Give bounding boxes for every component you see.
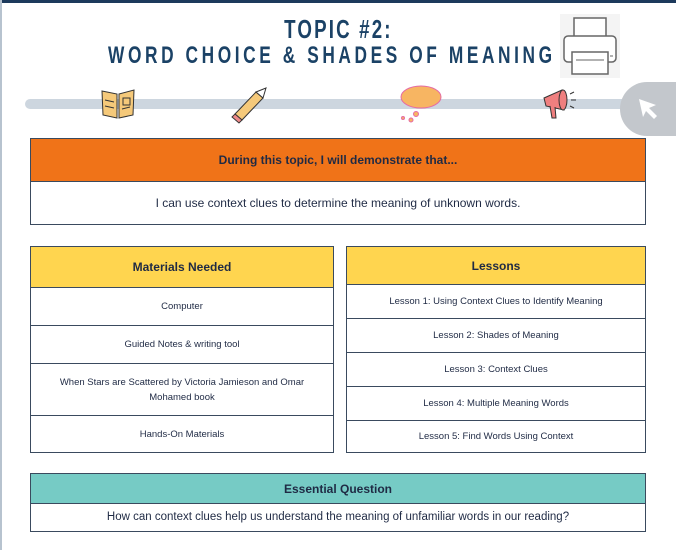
materials-item: Computer: [31, 287, 333, 325]
lesson-item: Lesson 2: Shades of Meaning: [347, 318, 645, 352]
cursor-tool-button[interactable]: [620, 82, 676, 136]
lesson-item: Lesson 1: Using Context Clues to Identify Meaning: [347, 284, 645, 318]
materials-item: Hands-On Materials: [31, 415, 333, 452]
materials-heading: Materials Needed: [31, 247, 333, 287]
printer-icon[interactable]: [560, 14, 620, 78]
materials-item: When Stars are Scattered by Victoria Jamieson and Omar Mohamed book: [31, 363, 333, 415]
essential-question-heading: Essential Question: [31, 474, 645, 503]
page-left-border: [0, 0, 2, 550]
topic-number-title: TOPIC #2:: [283, 14, 393, 44]
page-top-border: [0, 0, 676, 3]
topic-title: WORD CHOICE & SHADES OF MEANING: [108, 42, 556, 69]
lesson-item: Lesson 4: Multiple Meaning Words: [347, 386, 645, 420]
lesson-item: Lesson 5: Find Words Using Context: [347, 420, 645, 452]
essential-question-box: [30, 473, 646, 532]
cursor-icon: [636, 96, 662, 122]
materials-table: [30, 246, 334, 453]
lessons-heading: Lessons: [347, 247, 645, 284]
thought-cloud-icon: [398, 84, 444, 131]
objective-statement: I can use context clues to determine the meaning of unknown words.: [31, 181, 645, 224]
lessons-table: [346, 246, 646, 453]
pencil-icon: [230, 86, 270, 129]
megaphone-icon: [540, 86, 578, 125]
book-icon: [100, 88, 136, 125]
essential-question-text: How can context clues help us understand the meaning of unfamiliar words in our reading?: [31, 503, 645, 531]
materials-item: Guided Notes & writing tool: [31, 325, 333, 363]
objective-box: [30, 138, 646, 225]
objective-heading: During this topic, I will demonstrate that...: [31, 139, 645, 181]
lesson-item: Lesson 3: Context Clues: [347, 352, 645, 386]
